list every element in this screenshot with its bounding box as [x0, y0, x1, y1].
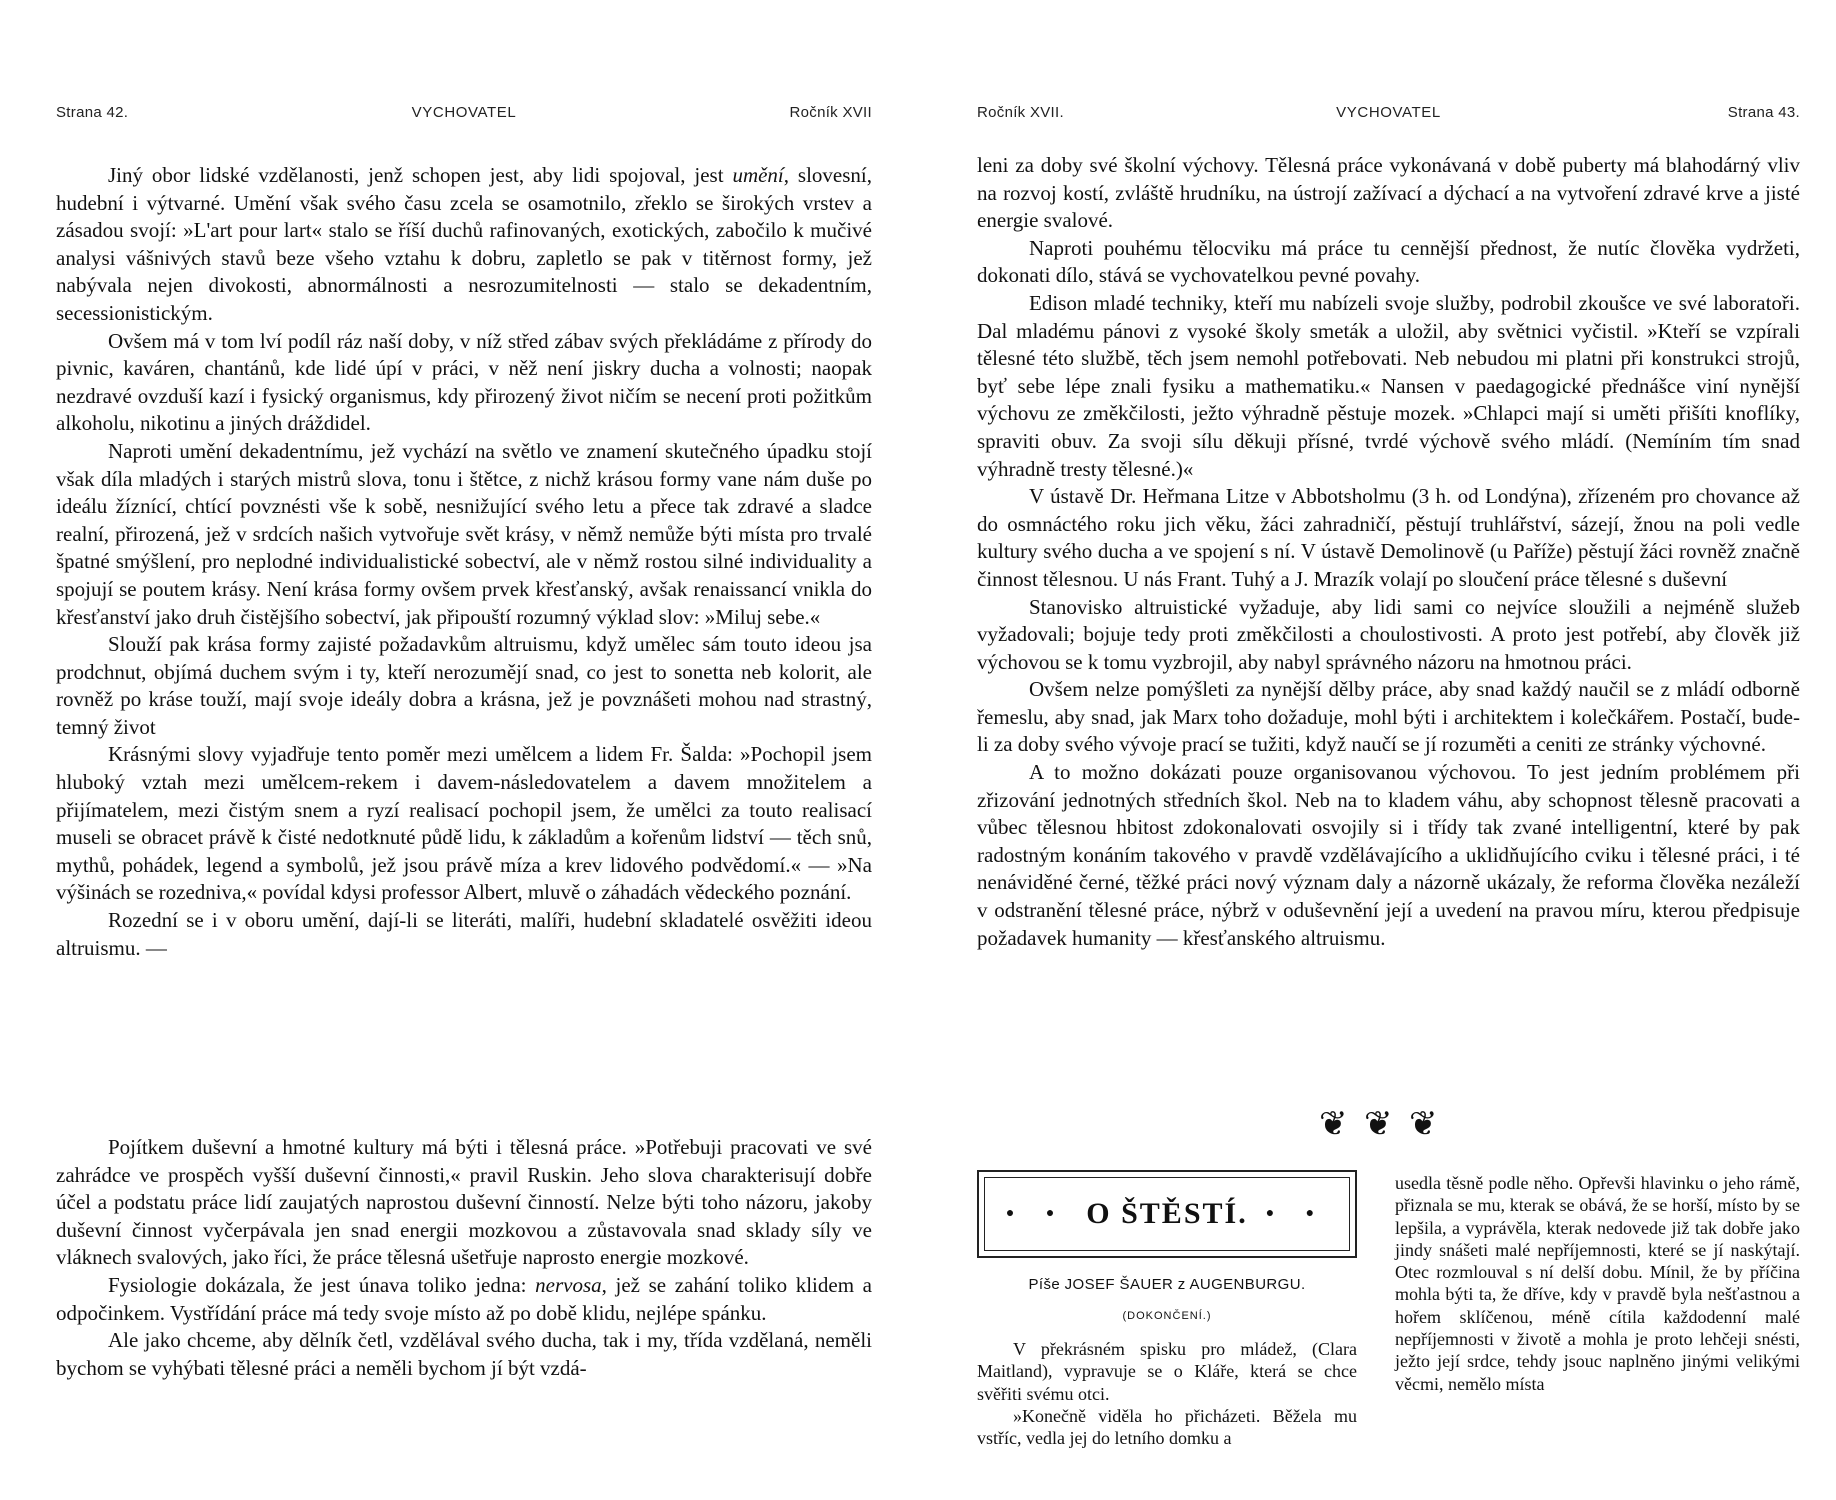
paragraph: Ale jako chceme, aby dělník četl, vzdělával svého ducha, tak i my, třída vzdělaná, neměli bychom se vyhýbati tělesné práci a neměli bychom jí být vzdá- [56, 1328, 872, 1380]
page-number: Strana 42. [56, 104, 129, 121]
article-column-right [1395, 1172, 1800, 1395]
paragraph: Pojítkem duševní a hmotné kultury má býti i tělesná práce. »Potřebuji pracovati ve své zahrádce ve prospěch vyšší duševní činnosti,« pravil Ruskin. Jeho slova charakterisují dobře účel a podstatu práce lidí zaujatých naprostou duševní činností. Nelze býti toho názoru, jakoby duševní činnost vyčerpávala jen snad energii mozkovou a zůstavovala snad sklady síly ve vláknech svalových, jako říci, že práce tělesná ušetřuje naprosto energie mozkové. [56, 1135, 872, 1270]
paragraph: A to možno dokázati pouze organisovanou výchovou. To jest jedním problémem při zřizování jednotných středních škol. Neb na to kladem váhu, aby schopnost tělesně pracovati a vůbec tělesnou hbitost zdokonalovati osvojily si i třídy tak zvané intelligentní, které by pak radostným konáním takového v pravdě vzdělávajícího a uklidňujícího cviku i tělesné práci, i té nenáviděné černé, těžké práci nový význam daly a názorně ukázaly, že reforma člověka nezáleží v odstranění tělesné práce, nýbrž v oduševnění její a uvedení na pravou míru, kterou předpisuje požadavek humanity — křesťanského altruismu. [977, 760, 1800, 950]
volume-label: Ročník XVII [789, 104, 872, 121]
paragraph: »Konečně viděla ho přicházeti. Běžela mu vstříc, vedla jej do letního domku a [977, 1405, 1357, 1449]
paragraph: Ovšem má v tom lví podíl ráz naší doby, v níž střed zábav svých překládáme z přírody do pivnic, kaváren, chantánů, kde lidé úpí v práci, v něž není jiskry ducha a volnosti; naopak nezdravé ovzduší kazí i fysický organismus, kdy přirozený život ničím se necení proti požitkům alkoholu, nikotinu a jiných dráždidel. [56, 328, 872, 436]
paragraph: Naproti umění dekadentnímu, jež vychází na světlo ve znamení skutečného úpadku stojí však díla mladých i starých mistrů slova, tonu i štětce, z nichž krásou formy vane nám duše po ideálu žíznící, chtící povznésti vše k sobě, nesnižující svého letu a přece tak zdravé a sladce realní, přirozená, jež v srdcích našich vytvořuje svět krásy, v němž nemůže býti místa pro trvalé špatné smýšlení, pro neplodné individualistické sobectví, ale v němž rostou silné individuality a spojují se poutem krásy. Není krása formy ovšem prvek křesťanský, avšak renaissancí vnikla do křesťanství jako druh čistějšího sobectví, jak připouští rozumný výklad slov: »Miluj sebe.« [56, 438, 872, 629]
volume-label: Ročník XVII. [977, 104, 1064, 121]
paragraph: Rozední se i v oboru umění, dají-li se literáti, malíři, hudební skladatelé osvěžiti ideou altruismu. — [56, 908, 872, 960]
left-page-header [56, 104, 872, 130]
dot-ornament-right: ● ● [1265, 1206, 1329, 1221]
paragraph: usedla těsně podle něho. Opřevši hlavinku o jeho rámě, přiznala se mu, kterak se obává, že se horší, místo by se lepšila, a vyprávěla, kterak nedovede již tak dobře jako jindy snášeti malé nepříjemnosti, které se jí naskýtají. Otec rozmlouval s ní delší dobu. Mínil, že by příčina mohla býti ta, že dříve, kdy v pravdě byla nešťastnou a hořem sklíčenou, méně cítila každodenní malé nepříjemnosti v životě a mohla je proto lehčeji snésti, ježto její srdce, tehdy jsouc naplněno jinými velikými věcmi, nemělo místa [1395, 1173, 1800, 1394]
paragraph: Naproti pouhému tělocviku má práce tu cennější přednost, že nutíc člověka vydržeti, dokonati dílo, stává se vychovatelkou pevné povahy. [977, 235, 1800, 288]
right-page-header [977, 104, 1800, 130]
left-text-block-2 [56, 1134, 872, 1382]
article-title-box [977, 1170, 1357, 1258]
continuation-note: (DOKONČENÍ.) [1122, 1310, 1212, 1322]
paragraph: V ústavě Dr. Heřmana Litze v Abbotsholmu (3 h. od Londýna), zřízeném pro chovance až do osmnáctého roku jich věku, žáci zahradničí, pěstují truhlářství, sázejí, žnou na poli vedle kultury svého ducha a ve spojení s ní. V ústavě Demolinově (u Paříže) pěstují žáci rovněž značně činnost tělesnou. U nás Frant. Tuhý a J. Mrazík volají po sloučení práce tělesné s duševní [977, 484, 1800, 591]
paragraph: Krásnými slovy vyjadřuje tento poměr mezi umělcem a lidem Fr. Šalda: »Pochopil jsem hluboký vztah mezi umělcem-rekem i davem-následovatelem a davem množitelem a přijímatelem, mezi čistým snem a ryzí realisací pochopil jsem, že umělci za touto realisací museli se obracet právě k čisté nedotknuté půdě lidu, k základům a kořenům lidství — těch snů, mythů, pohádek, legend a symbolů, jež jsou právě míza a krev lidového podvědomí.« — »Na výšinách se rozedniva,« povídal kdysi professor Albert, mluvě o záhadách vědeckého poznání. [56, 742, 872, 905]
article-title-frame [984, 1177, 1350, 1251]
paragraph: Ovšem nelze pomýšleti za nynější dělby práce, aby snad každý naučil se z mládí odborně řemeslu, aby snad, jak Marx toho dožaduje, mohl býti i architektem i kolečkářem. Postačí, bude-li za doby svého vývoje prací se tužiti, když naučí se jí rozuměti a ceniti ze stránky výchovné. [977, 677, 1800, 757]
right-text-block [977, 152, 1800, 952]
article-byline: Píše JOSEF ŠAUER z AUGENBURGU. [1028, 1276, 1306, 1293]
left-text-block-1 [56, 162, 872, 962]
article-column-left [977, 1338, 1357, 1449]
page-number: Strana 43. [1727, 104, 1800, 121]
right-page [977, 0, 1800, 1500]
paragraph: Stanovisko altruistické vyžaduje, aby lidi sami co nejvíce sloužili a nejméně služeb vyžadovali; bojuje tedy proti změkčilosti a choulostivosti. A proto jest potřebí, aby člověk již výchovou se k tomu vyzbrojil, aby nabyl správného názoru na hmotnou práci. [977, 594, 1800, 674]
paragraph: Jiný obor lidské vzdělanosti, jenž schopen jest, aby lidi spojoval, jest umění, slovesní, hudební i výtvarné. Umění však svého času zcela se osamotnilo, zřeklo se širokých vrstev a zásadou svojí: »L'art pour lart« stalo se říší duchů rafinovaných, exotických, zabočilo k mučivé analysi vášnivých stavů beze všeho vztahu k dobru, zapletlo se pak v titěrnost formy, jež nabývala nejen divokosti, abnormálnosti a nesrozumitelnosti — stalo se dekadentním, secessionistickým. [56, 163, 872, 325]
paragraph: V překrásném spisku pro mládež, (Clara Maitland), vypravuje se o Kláře, která se chce svěřiti svému otci. [977, 1339, 1357, 1404]
paragraph: Edison mladé techniky, kteří mu nabízeli svoje služby, podrobil zkoušce ve své laboratoři. Dal mladému pánovi z vysoké školy smeták a uložil, aby světnici vyčistil. »Kteří se vzpírali tělesné této službě, těch jsem nemohl potřebovati. Neb nebudou mi platni při konstrukci strojů, byť sebe lépe znali fysiku a mathematiku.« Nansen v paedagogické přednášce viní nynější výchovu ze změkčilosti, ježto výhradně pěstuje mozek. »Chlapci mají si uměti přišíti knoflíky, spraviti obuv. Za svoji sílu děkuji přísné, tvrdé výchově svého mládí. (Nemíním tím snad výhradně tresty tělesné.)« [977, 290, 1800, 481]
dot-ornament-left: ● ● [1005, 1206, 1069, 1221]
journal-title: VYCHOVATEL [411, 104, 517, 121]
paragraph: leni za doby své školní výchovy. Tělesná práce vykonávaná v době puberty má blahodárný vliv na rozvoj kostí, zvláště hrudníku, na ústrojí zažívací a dýchací a na vytvoření zdravé krve a jisté energie svalové. [977, 153, 1800, 233]
paragraph: Slouží pak krása formy zajisté požadavkům altruismu, když umělec sám touto ideou jsa prodchnut, objímá duchem svým i ty, kteří nerozumějí snad, co jest to sonetta neb kolorit, ale rovněž po kráse touží, mají svoje ideály dobra a krásna, jež je povznášeti mohou nad strastný, temný život [56, 632, 872, 739]
journal-title: VYCHOVATEL [1336, 104, 1441, 121]
left-page [56, 0, 872, 1500]
paragraph: Fysiologie dokázala, že jest únava toliko jedna: nervosa, jež se zahání toliko klidem a odpočinkem. Vystřídání práce má tedy svoje místo až po době klidu, nejlépe spánku. [56, 1272, 872, 1325]
fleuron-ornament: ❦ ❦ ❦ [1319, 1106, 1442, 1143]
article-title: O ŠTĚSTÍ. [1086, 1197, 1248, 1230]
